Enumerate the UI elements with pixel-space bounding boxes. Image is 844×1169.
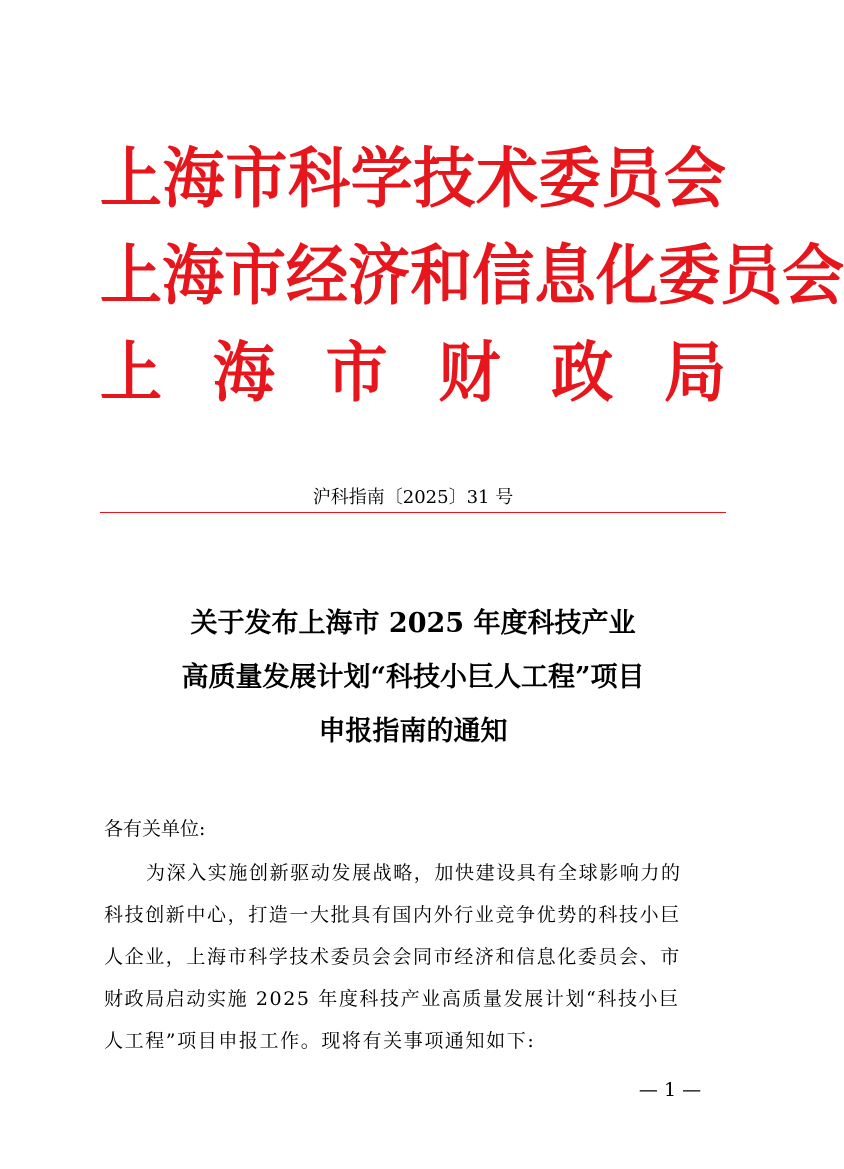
issuer-char: 技 [413, 140, 476, 217]
issuer-char: 委 [658, 237, 721, 314]
issuer-char: 市 [224, 237, 287, 314]
document-title-line: 关于发布上海市 2025 年度科技产业 [190, 608, 636, 639]
issuer-char: 上 [100, 237, 163, 314]
body-text-line: 为深入实施创新驱动发展战略，加快建设具有全球影响力的 [146, 862, 682, 884]
issuer-char: 局 [663, 334, 726, 411]
issuer-char: 财 [438, 334, 501, 411]
issuer-char: 息 [534, 237, 597, 314]
issuer-char: 济 [348, 237, 411, 314]
issuer-name-finance-bureau [100, 334, 726, 411]
issuer-char: 政 [551, 334, 614, 411]
body-text-line: 财政局启动实施 2025 年度科技产业高质量发展计划“科技小巨 [104, 988, 680, 1010]
issuer-char: 经 [286, 237, 349, 314]
issuer-char: 员 [720, 237, 783, 314]
issuer-name-science-commission [100, 140, 726, 217]
issuer-char: 海 [212, 334, 275, 411]
issuer-char: 会 [782, 237, 844, 314]
salutation: 各有关单位: [104, 818, 206, 840]
document-title-line: 高质量发展计划“科技小巨人工程”项目 [181, 662, 645, 693]
issuer-char: 市 [325, 334, 388, 411]
issuer-name-economy-commission [100, 237, 844, 314]
issuer-char: 市 [225, 140, 288, 217]
issuer-char: 术 [475, 140, 538, 217]
issuer-char: 和 [410, 237, 473, 314]
body-text-line: 科技创新中心，打造一大批具有国内外行业竞争优势的科技小巨 [104, 904, 681, 926]
document-number: 沪科指南〔2025〕31 号 [312, 487, 514, 508]
body-text-line: 人工程”项目申报工作。现将有关事项通知如下: [104, 1030, 536, 1052]
red-separator-line [100, 512, 726, 513]
issuer-char: 上 [100, 140, 163, 217]
issuer-char: 海 [162, 140, 225, 217]
issuer-char: 学 [350, 140, 413, 217]
issuer-char: 科 [287, 140, 350, 217]
issuer-char: 委 [538, 140, 601, 217]
body-text-line: 人企业，上海市科学技术委员会会同市经济和信息化委员会、市 [104, 946, 681, 968]
issuer-char: 信 [472, 237, 535, 314]
page-number: — 1 — [638, 1079, 702, 1101]
issuer-char: 上 [100, 334, 163, 411]
issuer-char: 海 [162, 237, 225, 314]
document-title-line: 申报指南的通知 [318, 716, 508, 747]
issuer-char: 化 [596, 237, 659, 314]
issuer-char: 会 [663, 140, 726, 217]
issuer-char: 员 [601, 140, 664, 217]
